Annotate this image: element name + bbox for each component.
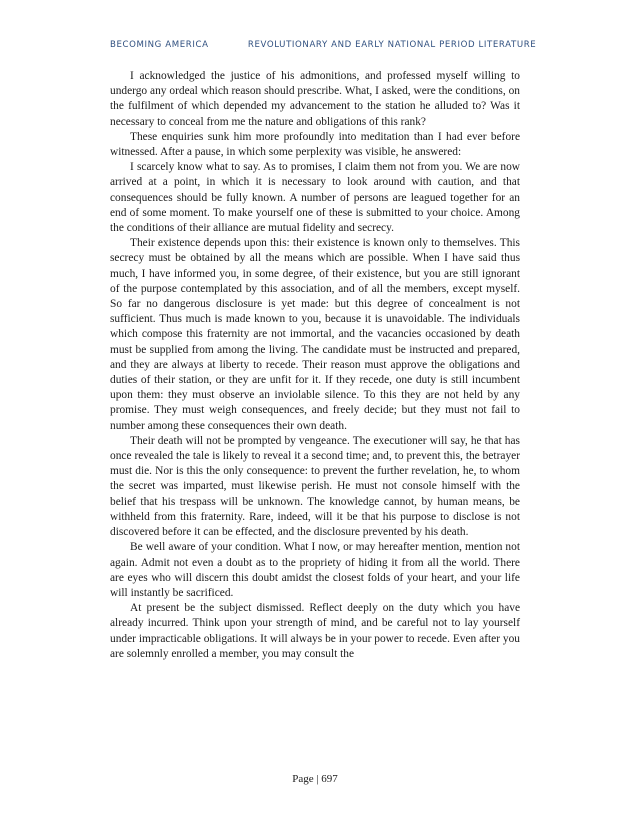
- paragraph: Their death will not be prompted by vengeance. The executioner will say, he that has once revealed the tale is likely to reveal it a second time; and, to prevent this, the betrayer must die. Nor is this the only consequence: to prevent the further revelation, he, to whom the secret was imparted, must likewise perish. He must not console himself with the belief that his trespass will be unknown. The knowledge cannot, by human means, be withheld from this fraternity. Rare, indeed, will it be that his purpose to disclose is not discovered before it can be effected, and the disclosure prevented by his death.: [110, 434, 520, 539]
- paragraph: These enquiries sunk him more profoundly into meditation than I had ever before witnessed. After a pause, in which some perplexity was visible, he answered:: [110, 130, 520, 159]
- paragraph: Be well aware of your condition. What I now, or may hereafter mention, mention not again. Admit not even a doubt as to the propriety of hiding it from all the world. There are eyes who will discern this doubt amidst the closest folds of your heart, and your life will instantly be sacrificed.: [110, 541, 520, 599]
- paragraph: I acknowledged the justice of his admonitions, and professed myself willing to undergo any ordeal which reason should prescribe. What, I asked, were the conditions, on the fulfilment of which depended my advancement to the station he alluded to? Was it necessary to conceal from me the nature and obligations of this rank?: [110, 70, 520, 128]
- paragraph: At present be the subject dismissed. Reflect deeply on the duty which you have already incurred. Think upon your strength of mind, and be careful not to lay yourself under impracticable obligations. It will always be in your power to recede. Even after you are solemnly enrolled a member, you may consult the: [110, 602, 520, 660]
- running-header: [110, 40, 537, 50]
- section-title: REVOLUTIONARY AND EARLY NATIONAL PERIOD LITERATURE: [247, 40, 537, 50]
- series-title: BECOMING AMERICA: [110, 40, 209, 50]
- paragraph: Their existence depends upon this: their existence is known only to themselves. This secrecy must be obtained by all the means which are possible. When I have said thus much, I have informed you, in some degree, of their existence, but you are still ignorant of the purpose contemplated by this association, and of all the members, except myself. So far no dangerous disclosure is yet made: but this degree of concealment is not sufficient. Thus much is made known to you, because it is unavoidable. The individuals which compose this fraternity are not immortal, and the vacancies occasioned by death must be supplied from among the living. The candidate must be instructed and prepared, and they are always at liberty to recede. Their reason must approve the obligations and duties of their station, or they are unfit for it. If they recede, one duty is still incumbent upon them: they must observe an inviolable silence. To this they are not held by any promise. They must weigh consequences, and freely decide; but they must not fail to number among these consequences their own death.: [110, 237, 520, 432]
- body-text: [110, 69, 520, 662]
- page-number: Page | 697: [292, 773, 338, 785]
- paragraph: I scarcely know what to say. As to promises, I claim them not from you. We are now arrived at a point, in which it is necessary to look around with caution, and that consequences should be fully known. A number of persons are leagued together for an end of some moment. To make yourself one of these is submitted to your choice. Among the conditions of their alliance are mutual fidelity and secrecy.: [110, 161, 520, 235]
